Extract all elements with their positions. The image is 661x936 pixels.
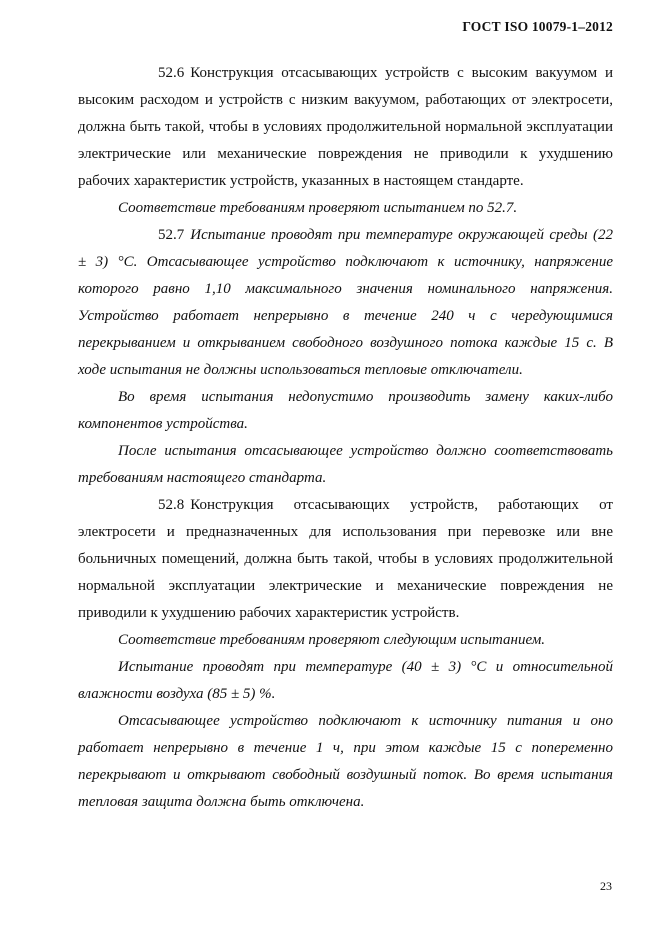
clause-text: Испытание проводят при температуре окружающей среды (22 ± 3) °С. Отсасывающее устройство подключают к источнику, напряжение которого равно 1,10 максимального значения номинального напряжения. Устройство работает непрерывно в течение 240 ч с чередующимися перекрыванием и открыванием свободного воздушного потока каждые 15 с. В ходе испытания не должны использоваться тепловые отключатели.	[78, 227, 613, 378]
compliance-note: Соответствие требованиям проверяют испытанием по 52.7.	[118, 200, 518, 216]
clause-52-7	[78, 222, 613, 384]
test-paragraph: Испытание проводят при температуре (40 ± 3) °С и относительной влажности воздуха (85 ± 5) %.	[78, 659, 613, 702]
test-paragraph: После испытания отсасывающее устройство должно соответствовать требованиям настоящего стандарта.	[78, 443, 613, 486]
clause-number: 52.6	[158, 65, 185, 81]
standard-header: ГОСТ ISO 10079-1–2012	[462, 19, 613, 34]
clause-number: 52.7	[158, 227, 185, 243]
clause-52-6	[78, 60, 613, 195]
document-body	[78, 60, 613, 816]
page-number: 23	[600, 879, 612, 893]
clause-number: 52.8	[158, 497, 185, 513]
clause-52-8	[78, 492, 613, 627]
test-paragraph: Отсасывающее устройство подключают к источнику питания и оно работает непрерывно в течение 1 ч, при этом каждые 15 с попеременно перекрывают и открывают свободный воздушный поток. Во время испытания тепловая защита должна быть отключена.	[78, 713, 613, 810]
clause-text: Конструкция отсасывающих устройств, работающих от электросети и предназначенных для использования при перевозке или вне больничных помещений, должна быть такой, чтобы в условиях продолжительной нормальной эксплуатации электрические и механические повреждения не приводили к ухудшению рабочих характеристик устройств.	[78, 497, 613, 621]
compliance-note: Соответствие требованиям проверяют следующим испытанием.	[118, 632, 546, 648]
test-paragraph: Во время испытания недопустимо производить замену каких-либо компонентов устройства.	[78, 389, 613, 432]
clause-text: Конструкция отсасывающих устройств с высоким вакуумом и высоким расходом и устройств с низким вакуумом, работающих от электросети, должна быть такой, чтобы в условиях продолжительной нормальной эксплуатации электрические или механические повреждения не приводили к ухудшению рабочих характеристик устройств, указанных в настоящем стандарте.	[78, 65, 613, 189]
